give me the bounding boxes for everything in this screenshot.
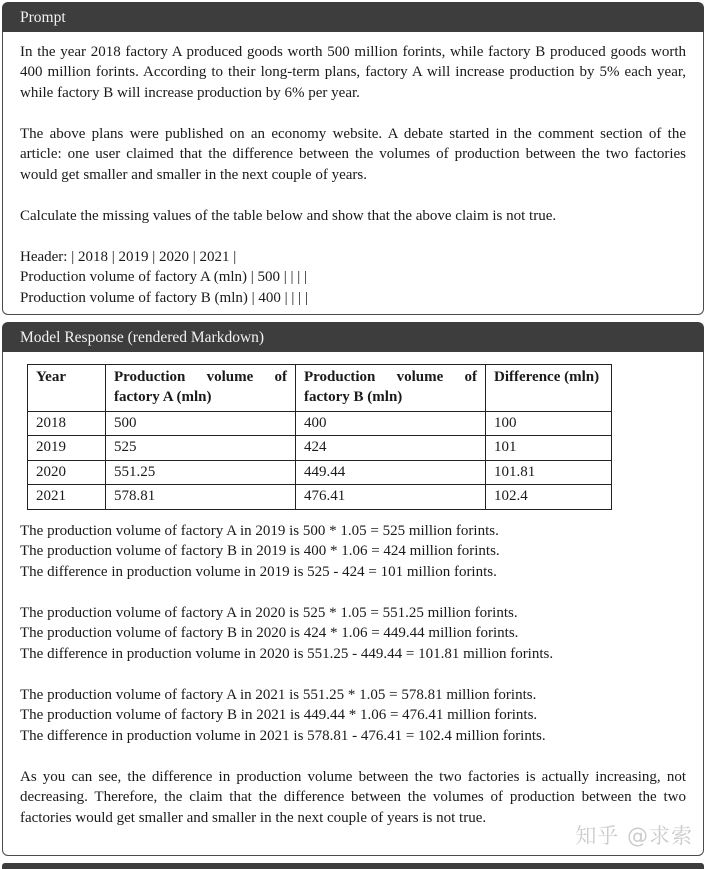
prompt-paragraph: The above plans were published on an economy website. A debate started in the comment section of the article: one user claimed that the difference between the volumes of production between the two factories would get smaller and smaller in the next couple of years.	[20, 125, 686, 183]
column-header-factory-a: Production volume of factory A (mln)	[106, 364, 296, 411]
prompt-paragraph: Calculate the missing values of the table below and show that the above claim is not true.	[20, 207, 557, 224]
prompt-paragraph: In the year 2018 factory A produced goods worth 500 million forints, while factory B produced goods worth 400 million forints. According to their long-term plans, factory A will increase production by 5% each year, while factory B will increase production by 6% per year.	[20, 43, 686, 101]
table-header-row	[28, 364, 612, 411]
column-header-difference: Difference (mln)	[486, 364, 612, 411]
table-cell: 101	[486, 436, 612, 461]
response-panel-header	[2, 322, 704, 352]
calculation-line: The production volume of factory B in 2020 is 424 * 1.06 = 449.44 million forints.	[20, 625, 519, 641]
table-cell: 2021	[28, 485, 106, 510]
table-cell: 2020	[28, 460, 106, 485]
table-cell: 102.4	[486, 485, 612, 510]
calculation-line: The production volume of factory A in 2019 is 500 * 1.05 = 525 million forints.	[20, 522, 499, 539]
column-header-year: Year	[28, 364, 106, 411]
table-cell: 100	[486, 411, 612, 436]
table-cell: 551.25	[106, 460, 296, 485]
column-header-factory-b: Production volume of factory B (mln)	[296, 364, 486, 411]
table-row	[28, 436, 612, 461]
response-panel	[2, 322, 704, 856]
calculation-line: The production volume of factory A in 2020 is 525 * 1.05 = 551.25 million forints.	[20, 604, 518, 621]
calculation-line: The difference in production volume in 2020 is 551.25 - 449.44 = 101.81 million forints.	[20, 645, 554, 662]
response-panel-title: Model Response (rendered Markdown)	[20, 329, 265, 346]
prompt-panel-header	[2, 2, 704, 32]
calculation-steps-2021	[20, 685, 686, 747]
table-row	[28, 460, 612, 485]
table-cell: 101.81	[486, 460, 612, 485]
response-panel-body	[2, 352, 704, 856]
calculation-steps-2020	[20, 603, 686, 665]
table-cell: 2018	[28, 411, 106, 436]
next-section-header-cutoff	[2, 863, 704, 869]
calculation-line: The production volume of factory A in 2021 is 551.25 * 1.05 = 578.81 million forints.	[20, 686, 537, 703]
production-table	[27, 364, 612, 510]
table-cell: 449.44	[296, 460, 486, 485]
watermark: 知乎 @求索	[575, 824, 693, 848]
calculation-line: The difference in production volume in 2021 is 578.81 - 476.41 = 102.4 million forints.	[20, 727, 546, 744]
conclusion-paragraph: As you can see, the difference in production volume between the two factories is actually increasing, not decreasing. Therefore, the claim that the difference between the volumes of production between the two factories would get smaller and smaller in the next couple of years is not true.	[20, 768, 686, 826]
markdown-line: Production volume of factory B (mln) | 400 | | | |	[20, 289, 308, 306]
prompt-panel	[2, 2, 704, 315]
table-cell: 476.41	[296, 485, 486, 510]
table-row	[28, 411, 612, 436]
table-cell: 424	[296, 436, 486, 461]
calculation-line: The difference in production volume in 2019 is 525 - 424 = 101 million forints.	[20, 563, 497, 580]
table-cell: 400	[296, 411, 486, 436]
markdown-line: Header: | 2018 | 2019 | 2020 | 2021 |	[20, 248, 237, 265]
calculation-steps-2019	[20, 521, 686, 583]
calculation-line: The production volume of factory B in 2019 is 400 * 1.06 = 424 million forints.	[20, 543, 500, 559]
prompt-panel-title: Prompt	[20, 9, 66, 26]
markdown-line: Production volume of factory A (mln) | 500 | | | |	[20, 269, 308, 285]
table-cell: 525	[106, 436, 296, 461]
prompt-panel-body	[2, 32, 704, 316]
table-cell: 500	[106, 411, 296, 436]
prompt-markdown-table-source	[20, 247, 686, 309]
table-cell: 578.81	[106, 485, 296, 510]
table-cell: 2019	[28, 436, 106, 461]
calculation-line: The production volume of factory B in 2021 is 449.44 * 1.06 = 476.41 million forints.	[20, 707, 538, 723]
table-row	[28, 485, 612, 510]
